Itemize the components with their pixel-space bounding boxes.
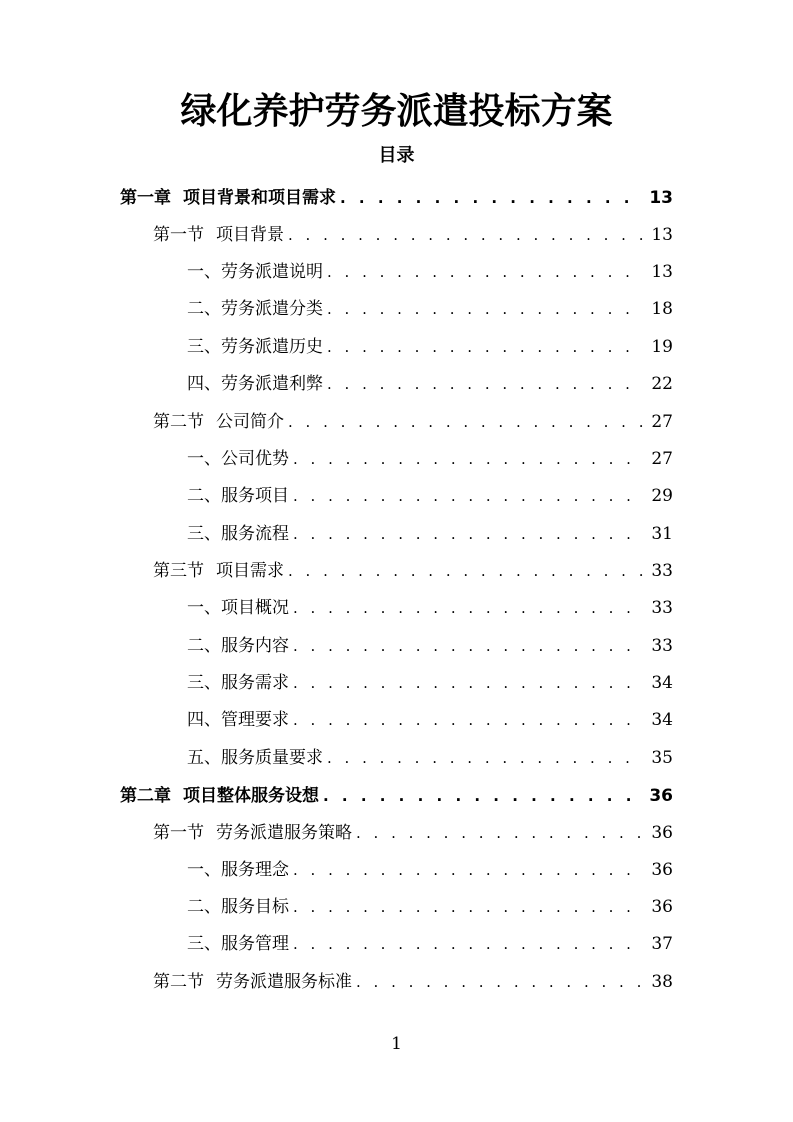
toc-entry-number: 第二章: [120, 786, 171, 806]
toc-heading: 目录: [378, 145, 415, 166]
toc-entry-text: 服务流程: [221, 524, 289, 544]
toc-entry-number: 五、: [187, 748, 221, 768]
toc-entry-number: 第二节: [153, 972, 204, 992]
toc-dot-leader: [293, 705, 643, 735]
toc-entry-page: 34: [651, 673, 673, 693]
toc-entry-number: 第二节: [153, 412, 204, 432]
toc-dot-leader: [293, 892, 643, 922]
toc-entry[interactable]: [187, 369, 673, 399]
toc-dot-leader: [327, 369, 643, 399]
toc-dot-leader: [340, 183, 641, 213]
toc-dot-leader: [293, 631, 643, 661]
toc-entry-page: 33: [651, 561, 673, 581]
toc-entry[interactable]: [120, 781, 673, 811]
toc-entry-page: 27: [651, 449, 673, 469]
toc-entry-text: 公司优势: [221, 449, 289, 469]
toc-entry-page: 33: [651, 598, 673, 618]
toc-entry[interactable]: [153, 818, 673, 848]
toc-entry[interactable]: [187, 444, 673, 474]
toc-entry[interactable]: [153, 220, 673, 250]
toc-entry[interactable]: [187, 519, 673, 549]
toc-entry[interactable]: [187, 332, 673, 362]
toc-entry-text: 项目整体服务设想: [183, 786, 319, 806]
toc-entry-number: 三、: [187, 934, 221, 954]
toc-entry-number: 一、: [187, 598, 221, 618]
toc-entry-page: 27: [651, 412, 673, 432]
toc-entry[interactable]: [187, 855, 673, 885]
toc-entry-page: 22: [651, 374, 673, 394]
toc-entry[interactable]: [187, 929, 673, 959]
toc-entry-number: 三、: [187, 337, 221, 357]
toc-entry-text: 服务项目: [221, 486, 289, 506]
toc-entry-number: 二、: [187, 299, 221, 319]
toc-entry[interactable]: [187, 743, 673, 773]
toc-entry[interactable]: [187, 257, 673, 287]
toc-entry-page: 34: [651, 710, 673, 730]
toc-dot-leader: [327, 332, 643, 362]
toc-entry-text: 劳务派遣历史: [221, 337, 323, 357]
toc-dot-leader: [288, 407, 643, 437]
toc-entry-page: 35: [651, 748, 673, 768]
toc-entry-text: 劳务派遣服务策略: [216, 823, 352, 843]
toc-entry-page: 38: [651, 972, 673, 992]
toc-entry-page: 29: [651, 486, 673, 506]
toc-entry-page: 36: [649, 786, 673, 806]
toc-entry-text: 项目背景: [216, 225, 284, 245]
toc-entry-page: 37: [651, 934, 673, 954]
toc-entry[interactable]: [187, 892, 673, 922]
toc-entry-number: 三、: [187, 673, 221, 693]
toc-entry-number: 二、: [187, 897, 221, 917]
toc-dot-leader: [293, 668, 643, 698]
toc-entry-number: 四、: [187, 374, 221, 394]
toc-entry[interactable]: [187, 593, 673, 623]
toc-entry-page: 13: [649, 188, 673, 208]
toc-dot-leader: [293, 855, 643, 885]
toc-entry-text: 劳务派遣分类: [221, 299, 323, 319]
toc-entry-number: 第三节: [153, 561, 204, 581]
toc-entry-page: 36: [651, 823, 673, 843]
toc-dot-leader: [327, 257, 643, 287]
toc-dot-leader: [327, 743, 643, 773]
toc-entry[interactable]: [187, 294, 673, 324]
toc-entry-number: 一、: [187, 860, 221, 880]
toc-entry[interactable]: [187, 705, 673, 735]
toc-dot-leader: [293, 929, 643, 959]
toc-entry-page: 36: [651, 860, 673, 880]
toc-dot-leader: [293, 519, 643, 549]
toc-entry-text: 劳务派遣服务标准: [216, 972, 352, 992]
toc-entry[interactable]: [187, 481, 673, 511]
toc-entry-number: 二、: [187, 636, 221, 656]
toc-entry-text: 公司简介: [216, 412, 284, 432]
toc-dot-leader: [356, 967, 643, 997]
toc-entry-text: 服务质量要求: [221, 748, 323, 768]
toc-entry[interactable]: [153, 407, 673, 437]
toc-entry-text: 劳务派遣利弊: [221, 374, 323, 394]
toc-entry-number: 一、: [187, 262, 221, 282]
toc-entry-page: 13: [651, 262, 673, 282]
toc-dot-leader: [327, 294, 643, 324]
toc-entry-page: 19: [651, 337, 673, 357]
toc-entry-page: 31: [651, 524, 673, 544]
toc-entry-text: 服务需求: [221, 673, 289, 693]
toc-entry-text: 服务管理: [221, 934, 289, 954]
page-number: 1: [391, 1034, 402, 1054]
toc-entry-page: 33: [651, 636, 673, 656]
toc-entry-text: 劳务派遣说明: [221, 262, 323, 282]
toc-entry-text: 项目概况: [221, 598, 289, 618]
toc-dot-leader: [288, 220, 643, 250]
toc-entry[interactable]: [153, 967, 673, 997]
toc-dot-leader: [323, 781, 641, 811]
toc-entry-page: 18: [651, 299, 673, 319]
toc-entry-number: 一、: [187, 449, 221, 469]
toc-entry-text: 服务内容: [221, 636, 289, 656]
toc-entry-number: 二、: [187, 486, 221, 506]
toc-dot-leader: [293, 481, 643, 511]
toc-entry[interactable]: [187, 631, 673, 661]
toc-entry-text: 管理要求: [221, 710, 289, 730]
toc-entry-number: 第一节: [153, 225, 204, 245]
toc-entry-number: 第一章: [120, 188, 171, 208]
toc-entry-text: 服务理念: [221, 860, 289, 880]
toc-entry-text: 项目背景和项目需求: [183, 188, 336, 208]
toc-dot-leader: [356, 818, 643, 848]
toc-entry-number: 四、: [187, 710, 221, 730]
toc-entry-number: 第一节: [153, 823, 204, 843]
toc-dot-leader: [293, 444, 643, 474]
toc-entry[interactable]: [187, 668, 673, 698]
toc-entry-text: 服务目标: [221, 897, 289, 917]
document-title: 绿化养护劳务派遣投标方案: [180, 91, 613, 132]
toc-entry-page: 36: [651, 897, 673, 917]
toc-entry-page: 13: [651, 225, 673, 245]
toc-entry[interactable]: [120, 183, 673, 213]
toc-dot-leader: [288, 556, 643, 586]
toc-dot-leader: [293, 593, 643, 623]
toc-entry-text: 项目需求: [216, 561, 284, 581]
toc-entry-number: 三、: [187, 524, 221, 544]
toc-entry[interactable]: [153, 556, 673, 586]
